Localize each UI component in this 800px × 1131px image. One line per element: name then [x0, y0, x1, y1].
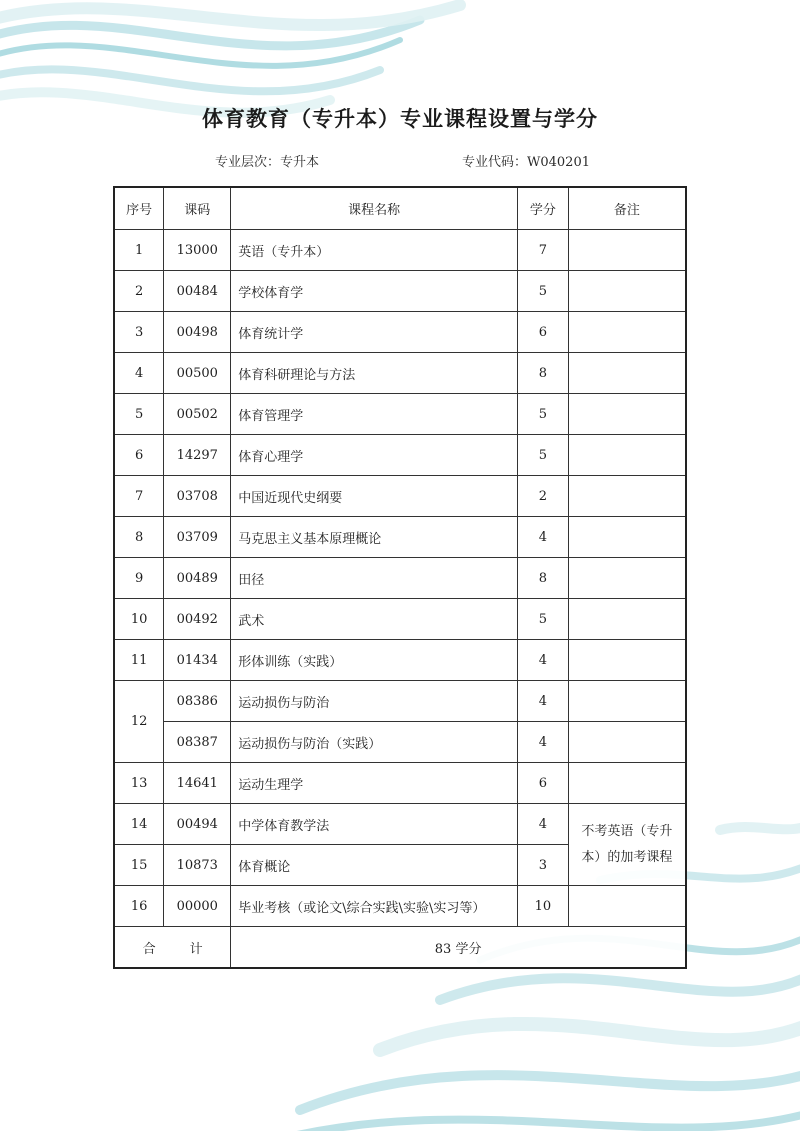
row-code: 00492 — [164, 599, 231, 640]
row-name: 马克思主义基本原理概论 — [231, 517, 518, 558]
row-credit: 7 — [518, 230, 569, 271]
row-note — [568, 886, 686, 927]
row-code: 03708 — [164, 476, 231, 517]
row-note — [568, 722, 686, 763]
major-level: 专业层次：专升本 — [215, 155, 320, 170]
table-row — [114, 886, 686, 927]
row-note — [568, 599, 686, 640]
row-seq: 6 — [114, 435, 164, 476]
row-name: 体育管理学 — [231, 394, 518, 435]
header-credit: 学分 — [518, 187, 569, 230]
row-credit: 2 — [518, 476, 569, 517]
row-code: 14297 — [164, 435, 231, 476]
course-table — [113, 186, 687, 969]
row-name: 武术 — [231, 599, 518, 640]
total-row — [114, 927, 686, 969]
table-row — [114, 558, 686, 599]
header-seq: 序号 — [114, 187, 164, 230]
header-note: 备注 — [568, 187, 686, 230]
row-code: 10873 — [164, 845, 231, 886]
row-code: 00484 — [164, 271, 231, 312]
row-name: 形体训练（实践） — [231, 640, 518, 681]
header-name: 课程名称 — [231, 187, 518, 230]
row-name: 体育概论 — [231, 845, 518, 886]
row-credit: 5 — [518, 599, 569, 640]
row-seq: 15 — [114, 845, 164, 886]
row-credit: 4 — [518, 640, 569, 681]
major-code: 专业代码：W040201 — [462, 155, 590, 170]
row-code: 03709 — [164, 517, 231, 558]
table-row — [114, 722, 686, 763]
row-note — [568, 763, 686, 804]
row-code: 00494 — [164, 804, 231, 845]
row-code: 00502 — [164, 394, 231, 435]
table-row — [114, 435, 686, 476]
row-seq: 5 — [114, 394, 164, 435]
row-code: 08387 — [164, 722, 231, 763]
row-seq: 7 — [114, 476, 164, 517]
table-header-row — [114, 187, 686, 230]
row-note — [568, 230, 686, 271]
row-seq: 3 — [114, 312, 164, 353]
row-code: 00489 — [164, 558, 231, 599]
row-name: 学校体育学 — [231, 271, 518, 312]
row-code: 00000 — [164, 886, 231, 927]
row-code: 13000 — [164, 230, 231, 271]
row-name: 运动生理学 — [231, 763, 518, 804]
row-credit: 8 — [518, 353, 569, 394]
row-seq: 8 — [114, 517, 164, 558]
row-seq: 11 — [114, 640, 164, 681]
table-row — [114, 230, 686, 271]
row-credit: 8 — [518, 558, 569, 599]
row-note — [568, 271, 686, 312]
row-seq: 10 — [114, 599, 164, 640]
table-row — [114, 599, 686, 640]
row-note — [568, 394, 686, 435]
row-name: 体育科研理论与方法 — [231, 353, 518, 394]
row-name: 体育统计学 — [231, 312, 518, 353]
row-note — [568, 476, 686, 517]
table-row — [114, 763, 686, 804]
row-credit: 3 — [518, 845, 569, 886]
table-row — [114, 271, 686, 312]
row-credit: 10 — [518, 886, 569, 927]
row-code: 00498 — [164, 312, 231, 353]
row-credit: 4 — [518, 804, 569, 845]
row-name: 中学体育教学法 — [231, 804, 518, 845]
row-seq: 4 — [114, 353, 164, 394]
table-row — [114, 394, 686, 435]
table-row — [114, 804, 686, 845]
row-seq: 2 — [114, 271, 164, 312]
row-seq: 12 — [114, 681, 164, 763]
row-credit: 5 — [518, 435, 569, 476]
row-name: 英语（专升本） — [231, 230, 518, 271]
row-name: 田径 — [231, 558, 518, 599]
header-code: 课码 — [164, 187, 231, 230]
row-credit: 5 — [518, 394, 569, 435]
row-name: 中国近现代史纲要 — [231, 476, 518, 517]
merged-note: 不考英语（专升本）的加考课程 — [568, 804, 686, 886]
row-credit: 6 — [518, 312, 569, 353]
row-name: 毕业考核（或论文\综合实践\实验\实习等） — [231, 886, 518, 927]
row-note — [568, 640, 686, 681]
row-note — [568, 353, 686, 394]
row-seq: 14 — [114, 804, 164, 845]
row-credit: 6 — [518, 763, 569, 804]
table-row — [114, 476, 686, 517]
row-seq: 13 — [114, 763, 164, 804]
row-seq: 1 — [114, 230, 164, 271]
table-row — [114, 312, 686, 353]
row-note — [568, 435, 686, 476]
row-code: 14641 — [164, 763, 231, 804]
table-row — [114, 640, 686, 681]
row-name: 运动损伤与防治（实践） — [231, 722, 518, 763]
table-row — [114, 353, 686, 394]
row-name: 体育心理学 — [231, 435, 518, 476]
total-label-b: 计 — [189, 941, 203, 957]
row-credit: 4 — [518, 517, 569, 558]
row-note — [568, 558, 686, 599]
row-code: 00500 — [164, 353, 231, 394]
row-note — [568, 312, 686, 353]
row-name: 运动损伤与防治 — [231, 681, 518, 722]
total-value: 83 学分 — [231, 927, 686, 969]
row-note — [568, 681, 686, 722]
row-code: 01434 — [164, 640, 231, 681]
row-credit: 4 — [518, 681, 569, 722]
total-label-a: 合 — [142, 941, 156, 957]
row-code: 08386 — [164, 681, 231, 722]
table-row — [114, 681, 686, 722]
row-note — [568, 517, 686, 558]
page-title: 体育教育（专升本）专业课程设置与学分 — [202, 107, 598, 131]
total-label — [114, 927, 231, 969]
row-credit: 5 — [518, 271, 569, 312]
row-seq: 9 — [114, 558, 164, 599]
row-credit: 4 — [518, 722, 569, 763]
table-row — [114, 517, 686, 558]
row-seq: 16 — [114, 886, 164, 927]
